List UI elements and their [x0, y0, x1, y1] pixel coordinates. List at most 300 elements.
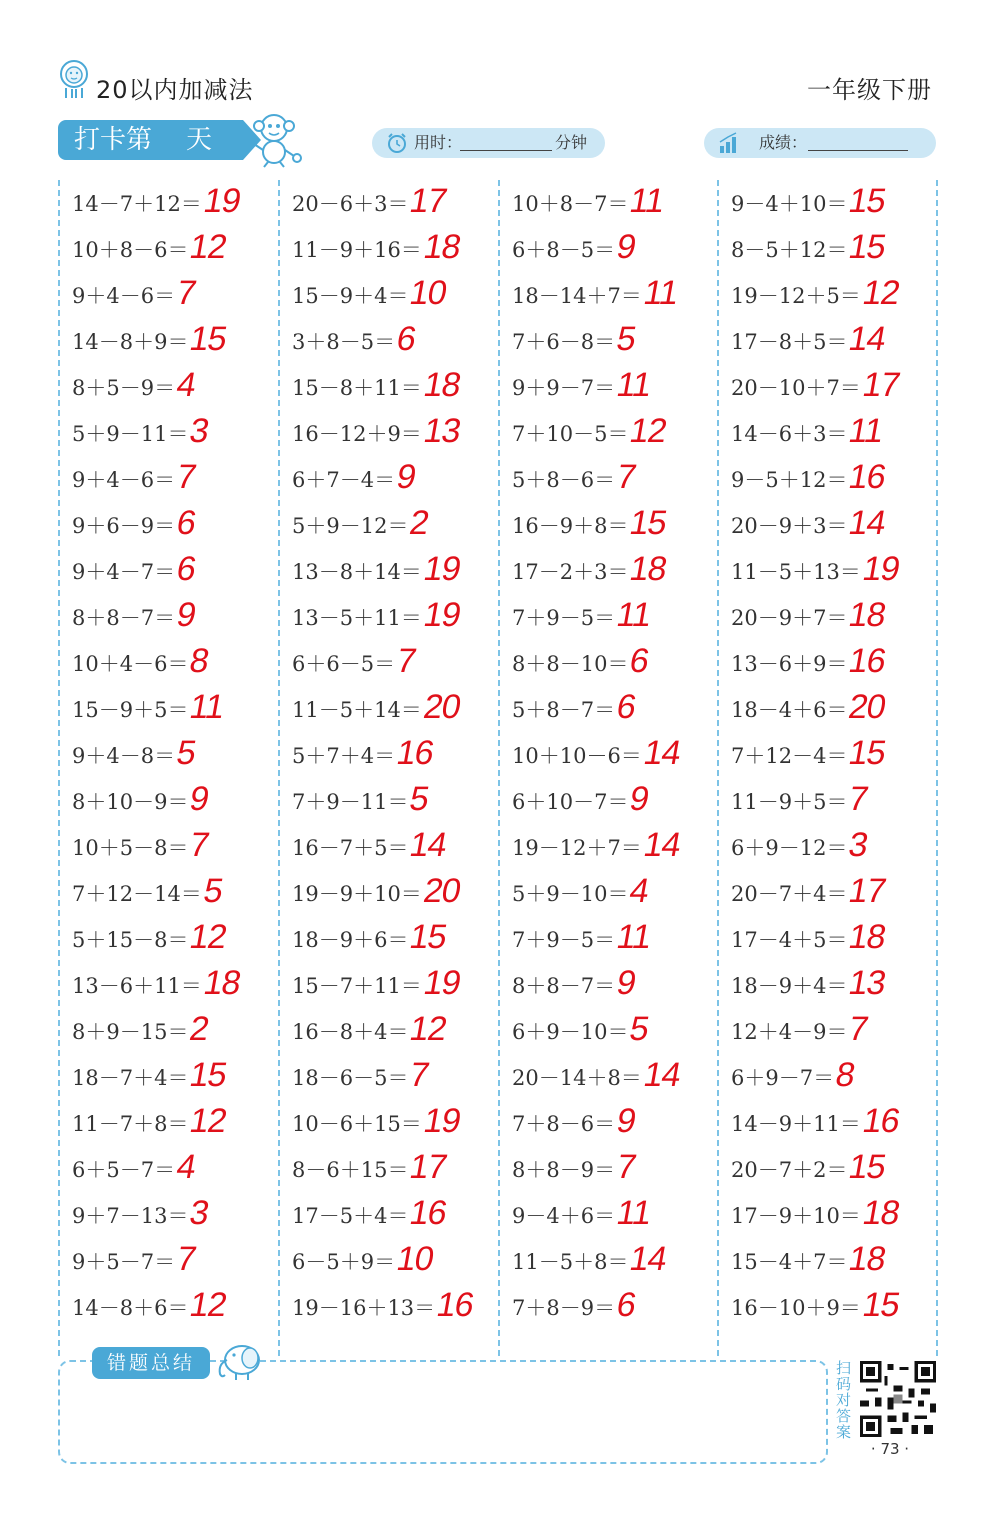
handwritten-answer[interactable]: 3 — [845, 826, 871, 864]
equation: 14－7＋12＝ — [72, 192, 202, 216]
handwritten-answer[interactable]: 7 — [845, 780, 871, 818]
equation: 13－8＋14＝ — [292, 560, 422, 584]
equation: 18－4＋6＝ — [731, 698, 848, 722]
exercise-item — [278, 1104, 498, 1150]
handwritten-answer[interactable]: 15 — [845, 734, 889, 772]
handwritten-answer[interactable]: 9 — [173, 596, 199, 634]
exercise-item — [498, 230, 718, 276]
exercise-item — [278, 276, 498, 322]
equation: 16－9＋8＝ — [512, 514, 629, 538]
exercise-item — [498, 184, 718, 230]
exercise-item — [498, 506, 718, 552]
handwritten-answer[interactable]: 11 — [626, 182, 667, 220]
exercise-grid — [58, 180, 938, 1356]
exercise-item — [498, 644, 718, 690]
equation: 7＋6－8＝ — [512, 330, 616, 354]
handwritten-answer[interactable]: 4 — [173, 366, 199, 404]
mistake-summary-label: 错题总结 — [92, 1347, 210, 1379]
equation: 9＋9－7＝ — [512, 376, 616, 400]
handwritten-answer[interactable]: 2 — [406, 504, 432, 542]
equation: 16－8＋4＝ — [292, 1020, 409, 1044]
handwritten-answer[interactable]: 18 — [845, 596, 889, 634]
exercise-item — [717, 460, 937, 506]
handwritten-answer[interactable]: 15 — [626, 504, 670, 542]
equation: 7＋12－4＝ — [731, 744, 848, 768]
scan-answer-text: 扫码对答案 — [836, 1359, 852, 1441]
handwritten-answer[interactable]: 9 — [186, 780, 212, 818]
monkey-icon — [248, 112, 302, 168]
exercise-item — [278, 322, 498, 368]
equation: 11－7＋8＝ — [72, 1112, 189, 1136]
exercise-column-3 — [498, 184, 718, 1334]
equation: 8＋8－9＝ — [512, 1158, 616, 1182]
exercise-item — [278, 1242, 498, 1288]
handwritten-answer[interactable]: 12 — [186, 918, 230, 956]
bar-chart-icon — [718, 132, 740, 154]
equation: 9－5＋12＝ — [731, 468, 848, 492]
equation: 19－16＋13＝ — [292, 1296, 436, 1320]
grade-label: 一年级下册 — [807, 76, 932, 104]
exercise-item — [58, 1104, 278, 1150]
handwritten-answer[interactable]: 19 — [420, 1102, 464, 1140]
handwritten-answer[interactable]: 15 — [186, 1056, 230, 1094]
handwritten-answer[interactable]: 14 — [626, 1240, 670, 1278]
equation: 8＋9－15＝ — [72, 1020, 189, 1044]
exercise-item — [717, 736, 937, 782]
exercise-item — [717, 184, 937, 230]
handwritten-answer[interactable]: 9 — [613, 1102, 639, 1140]
exercise-item — [717, 1288, 937, 1334]
exercise-item — [717, 644, 937, 690]
equation: 16－7＋5＝ — [292, 836, 409, 860]
time-label: 用时： — [414, 133, 463, 152]
handwritten-answer[interactable]: 16 — [845, 458, 889, 496]
equation: 6＋9－12＝ — [731, 836, 848, 860]
handwritten-answer[interactable]: 9 — [393, 458, 419, 496]
checkin-suffix: 天 — [186, 125, 213, 155]
equation: 3＋8－5＝ — [292, 330, 396, 354]
handwritten-answer[interactable]: 11 — [845, 412, 886, 450]
alarm-clock-icon — [386, 132, 408, 154]
exercise-item — [498, 828, 718, 874]
equation: 8＋5－9＝ — [72, 376, 176, 400]
exercise-item — [278, 460, 498, 506]
exercise-item — [278, 690, 498, 736]
exercise-item — [717, 1242, 937, 1288]
handwritten-answer[interactable]: 7 — [173, 274, 199, 312]
handwritten-answer[interactable]: 6 — [626, 642, 652, 680]
exercise-item — [58, 690, 278, 736]
handwritten-answer[interactable]: 14 — [640, 734, 684, 772]
equation: 9＋6－9＝ — [72, 514, 176, 538]
handwritten-answer[interactable]: 9 — [626, 780, 652, 818]
equation: 10＋8－7＝ — [512, 192, 629, 216]
exercise-item — [58, 1196, 278, 1242]
exercise-item — [278, 1058, 498, 1104]
exercise-item — [278, 552, 498, 598]
equation: 15－8＋11＝ — [292, 376, 422, 400]
exercise-item — [58, 598, 278, 644]
equation: 16－12＋9＝ — [292, 422, 422, 446]
exercise-item — [58, 644, 278, 690]
exercise-item — [278, 1196, 498, 1242]
equation: 11－9＋16＝ — [292, 238, 422, 262]
time-unit: 分钟 — [555, 133, 588, 152]
exercise-item — [278, 1012, 498, 1058]
handwritten-answer[interactable]: 18 — [420, 366, 464, 404]
handwritten-answer[interactable]: 15 — [859, 1286, 903, 1324]
handwritten-answer[interactable]: 15 — [845, 1148, 889, 1186]
equation: 7＋8－9＝ — [512, 1296, 616, 1320]
exercise-item — [58, 506, 278, 552]
exercise-item — [58, 736, 278, 782]
exercise-column-1 — [58, 184, 278, 1334]
exercise-item — [278, 874, 498, 920]
exercise-item — [717, 414, 937, 460]
handwritten-answer[interactable]: 17 — [859, 366, 903, 404]
exercise-item — [717, 1104, 937, 1150]
exercise-item — [498, 460, 718, 506]
handwritten-answer[interactable]: 13 — [845, 964, 889, 1002]
equation: 20－7＋4＝ — [731, 882, 848, 906]
exercise-item — [498, 414, 718, 460]
handwritten-answer[interactable]: 15 — [406, 918, 450, 956]
exercise-item — [498, 874, 718, 920]
handwritten-answer[interactable]: 3 — [186, 1194, 212, 1232]
equation: 8＋10－9＝ — [72, 790, 189, 814]
exercise-item — [58, 966, 278, 1012]
handwritten-answer[interactable]: 20 — [420, 688, 464, 726]
equation: 5＋7＋4＝ — [292, 744, 396, 768]
exercise-item — [58, 782, 278, 828]
handwritten-answer[interactable]: 3 — [186, 412, 212, 450]
handwritten-answer[interactable]: 14 — [406, 826, 450, 864]
handwritten-answer[interactable]: 12 — [186, 1102, 230, 1140]
handwritten-answer[interactable]: 11 — [613, 366, 654, 404]
exercise-item — [278, 1288, 498, 1334]
handwritten-answer[interactable]: 12 — [186, 1286, 230, 1324]
exercise-item — [278, 782, 498, 828]
exercise-column-4 — [717, 184, 937, 1334]
handwritten-answer[interactable]: 5 — [626, 1010, 652, 1048]
handwritten-answer[interactable]: 14 — [845, 504, 889, 542]
equation: 19－9＋10＝ — [292, 882, 422, 906]
equation: 9＋7－13＝ — [72, 1204, 189, 1228]
handwritten-answer[interactable]: 6 — [393, 320, 419, 358]
handwritten-answer[interactable]: 7 — [613, 458, 639, 496]
equation: 20－9＋3＝ — [731, 514, 848, 538]
equation: 8＋8－7＝ — [72, 606, 176, 630]
handwritten-answer[interactable]: 18 — [420, 228, 464, 266]
exercise-item — [58, 230, 278, 276]
equation: 11－5＋13＝ — [731, 560, 861, 584]
exercise-item — [58, 460, 278, 506]
handwritten-answer[interactable]: 12 — [406, 1010, 450, 1048]
exercise-item — [58, 552, 278, 598]
equation: 7＋10－5＝ — [512, 422, 629, 446]
exercise-item — [278, 184, 498, 230]
equation: 5＋8－7＝ — [512, 698, 616, 722]
equation: 17－4＋5＝ — [731, 928, 848, 952]
exercise-item — [58, 184, 278, 230]
equation: 17－8＋5＝ — [731, 330, 848, 354]
handwritten-answer[interactable]: 16 — [845, 642, 889, 680]
handwritten-answer[interactable]: 17 — [406, 182, 450, 220]
exercise-item — [58, 1150, 278, 1196]
score-field — [704, 128, 936, 158]
handwritten-answer[interactable]: 11 — [613, 596, 654, 634]
equation: 7＋9－5＝ — [512, 928, 616, 952]
handwritten-answer[interactable]: 5 — [200, 872, 226, 910]
exercise-item — [278, 230, 498, 276]
equation: 14－6＋3＝ — [731, 422, 848, 446]
time-blank[interactable] — [460, 150, 552, 151]
exercise-item — [717, 230, 937, 276]
handwritten-answer[interactable]: 11 — [186, 688, 227, 726]
equation: 18－7＋4＝ — [72, 1066, 189, 1090]
equation: 6＋9－7＝ — [731, 1066, 835, 1090]
handwritten-answer[interactable]: 12 — [626, 412, 670, 450]
equation: 12＋4－9＝ — [731, 1020, 848, 1044]
equation: 17－2＋3＝ — [512, 560, 629, 584]
exercise-item — [498, 1288, 718, 1334]
equation: 15－9＋5＝ — [72, 698, 189, 722]
equation: 7＋8－6＝ — [512, 1112, 616, 1136]
equation: 8－6＋15＝ — [292, 1158, 409, 1182]
book-title: 20以内加减法 — [96, 76, 254, 104]
equation: 6＋6－5＝ — [292, 652, 396, 676]
exercise-item — [58, 874, 278, 920]
exercise-item — [498, 1104, 718, 1150]
equation: 18－6－5＝ — [292, 1066, 409, 1090]
score-label: 成绩： — [759, 133, 808, 152]
handwritten-answer[interactable]: 18 — [845, 1240, 889, 1278]
exercise-item — [498, 1150, 718, 1196]
equation: 13－5＋11＝ — [292, 606, 422, 630]
exercise-item — [717, 782, 937, 828]
handwritten-answer[interactable]: 19 — [420, 596, 464, 634]
score-blank[interactable] — [808, 150, 908, 151]
equation: 11－9＋5＝ — [731, 790, 848, 814]
equation: 14－8＋9＝ — [72, 330, 189, 354]
handwritten-answer[interactable]: 7 — [173, 1240, 199, 1278]
exercise-item — [498, 690, 718, 736]
handwritten-answer[interactable]: 11 — [613, 918, 654, 956]
equation: 17－5＋4＝ — [292, 1204, 409, 1228]
handwritten-answer[interactable]: 20 — [420, 872, 464, 910]
equation: 6－5＋9＝ — [292, 1250, 396, 1274]
equation: 8－5＋12＝ — [731, 238, 848, 262]
exercise-item — [278, 1150, 498, 1196]
equation: 13－6＋9＝ — [731, 652, 848, 676]
handwritten-answer[interactable]: 9 — [613, 964, 639, 1002]
handwritten-answer[interactable]: 19 — [420, 550, 464, 588]
equation: 5＋9－11＝ — [72, 422, 189, 446]
exercise-item — [498, 966, 718, 1012]
handwritten-answer[interactable]: 7 — [845, 1010, 871, 1048]
handwritten-answer[interactable]: 6 — [173, 504, 199, 542]
equation: 20－6＋3＝ — [292, 192, 409, 216]
handwritten-answer[interactable]: 5 — [613, 320, 639, 358]
handwritten-answer[interactable]: 12 — [859, 274, 903, 312]
handwritten-answer[interactable]: 7 — [186, 826, 212, 864]
handwritten-answer[interactable]: 14 — [845, 320, 889, 358]
handwritten-answer[interactable]: 6 — [613, 688, 639, 726]
equation: 18－9＋4＝ — [731, 974, 848, 998]
handwritten-answer[interactable]: 5 — [406, 780, 432, 818]
exercise-item — [717, 598, 937, 644]
qr-code-icon[interactable] — [860, 1361, 936, 1437]
equation: 14－9＋11＝ — [731, 1112, 861, 1136]
equation: 11－5＋8＝ — [512, 1250, 629, 1274]
exercise-item — [717, 1058, 937, 1104]
equation: 20－14＋8＝ — [512, 1066, 642, 1090]
exercise-item — [498, 782, 718, 828]
exercise-item — [717, 276, 937, 322]
handwritten-answer[interactable]: 8 — [832, 1056, 858, 1094]
handwritten-answer[interactable]: 9 — [613, 228, 639, 266]
handwritten-answer[interactable]: 16 — [406, 1194, 450, 1232]
exercise-item — [278, 920, 498, 966]
equation: 6＋8－5＝ — [512, 238, 616, 262]
handwritten-answer[interactable]: 6 — [173, 550, 199, 588]
equation: 9＋4－6＝ — [72, 468, 176, 492]
handwritten-answer[interactable]: 17 — [406, 1148, 450, 1186]
handwritten-answer[interactable]: 15 — [845, 182, 889, 220]
handwritten-answer[interactable]: 16 — [433, 1286, 477, 1324]
exercise-item — [717, 322, 937, 368]
handwritten-answer[interactable]: 11 — [613, 1194, 654, 1232]
exercise-item — [278, 414, 498, 460]
equation: 6＋9－10＝ — [512, 1020, 629, 1044]
exercise-item — [278, 828, 498, 874]
handwritten-answer[interactable]: 7 — [393, 642, 419, 680]
handwritten-answer[interactable]: 19 — [420, 964, 464, 1002]
handwritten-answer[interactable]: 6 — [613, 1286, 639, 1324]
equation: 6＋7－4＝ — [292, 468, 396, 492]
equation: 15－9＋4＝ — [292, 284, 409, 308]
exercise-item — [278, 736, 498, 782]
handwritten-answer[interactable]: 15 — [186, 320, 230, 358]
equation: 9＋4－7＝ — [72, 560, 176, 584]
exercise-item — [717, 1196, 937, 1242]
exercise-item — [717, 1150, 937, 1196]
handwritten-answer[interactable]: 10 — [406, 274, 450, 312]
exercise-item — [498, 598, 718, 644]
handwritten-answer[interactable]: 11 — [640, 274, 681, 312]
handwritten-answer[interactable]: 18 — [845, 918, 889, 956]
equation: 20－9＋7＝ — [731, 606, 848, 630]
handwritten-answer[interactable]: 12 — [186, 228, 230, 266]
exercise-item — [278, 506, 498, 552]
equation: 5＋15－8＝ — [72, 928, 189, 952]
handwritten-answer[interactable]: 8 — [186, 642, 212, 680]
equation: 6＋10－7＝ — [512, 790, 629, 814]
handwritten-answer[interactable]: 18 — [626, 550, 670, 588]
equation: 16－10＋9＝ — [731, 1296, 861, 1320]
equation: 5＋9－12＝ — [292, 514, 409, 538]
equation: 7＋9－5＝ — [512, 606, 616, 630]
handwritten-answer[interactable]: 14 — [640, 1056, 684, 1094]
equation: 20－7＋2＝ — [731, 1158, 848, 1182]
handwritten-answer[interactable]: 2 — [186, 1010, 212, 1048]
equation: 7＋12－14＝ — [72, 882, 202, 906]
equation: 18－14＋7＝ — [512, 284, 642, 308]
exercise-item — [58, 276, 278, 322]
exercise-item — [58, 1058, 278, 1104]
handwritten-answer[interactable]: 13 — [420, 412, 464, 450]
exercise-item — [58, 920, 278, 966]
exercise-item — [58, 1242, 278, 1288]
equation: 15－4＋7＝ — [731, 1250, 848, 1274]
lion-icon — [58, 58, 90, 100]
handwritten-answer[interactable]: 18 — [200, 964, 244, 1002]
equation: 9＋4－6＝ — [72, 284, 176, 308]
page-number: · 73 · — [870, 1440, 910, 1458]
handwritten-answer[interactable]: 14 — [640, 826, 684, 864]
exercise-item — [498, 1058, 718, 1104]
exercise-item — [498, 1242, 718, 1288]
equation: 10－6＋15＝ — [292, 1112, 422, 1136]
handwritten-answer[interactable]: 5 — [173, 734, 199, 772]
exercise-item — [58, 828, 278, 874]
exercise-item — [278, 644, 498, 690]
equation: 6＋5－7＝ — [72, 1158, 176, 1182]
handwritten-answer[interactable]: 19 — [200, 182, 244, 220]
handwritten-answer[interactable]: 20 — [845, 688, 889, 726]
handwritten-answer[interactable]: 19 — [859, 550, 903, 588]
equation: 8＋8－7＝ — [512, 974, 616, 998]
handwritten-answer[interactable]: 7 — [173, 458, 199, 496]
exercise-item — [498, 552, 718, 598]
handwritten-answer[interactable]: 7 — [406, 1056, 432, 1094]
equation: 18－9＋6＝ — [292, 928, 409, 952]
handwritten-answer[interactable]: 4 — [626, 872, 652, 910]
exercise-column-2 — [278, 184, 498, 1334]
handwritten-answer[interactable]: 15 — [845, 228, 889, 266]
exercise-item — [58, 414, 278, 460]
exercise-item — [58, 1012, 278, 1058]
checkin-banner — [58, 120, 243, 160]
handwritten-answer[interactable]: 16 — [859, 1102, 903, 1140]
handwritten-answer[interactable]: 4 — [173, 1148, 199, 1186]
exercise-item — [498, 368, 718, 414]
exercise-item — [498, 1196, 718, 1242]
time-field — [372, 128, 605, 158]
handwritten-answer[interactable]: 18 — [859, 1194, 903, 1232]
handwritten-answer[interactable]: 17 — [845, 872, 889, 910]
exercise-item — [717, 368, 937, 414]
equation: 19－12＋5＝ — [731, 284, 861, 308]
exercise-item — [58, 322, 278, 368]
exercise-item — [278, 966, 498, 1012]
equation: 13－6＋11＝ — [72, 974, 202, 998]
exercise-item — [278, 368, 498, 414]
exercise-item — [717, 506, 937, 552]
exercise-item — [58, 1288, 278, 1334]
handwritten-answer[interactable]: 16 — [393, 734, 437, 772]
equation: 5＋8－6＝ — [512, 468, 616, 492]
equation: 5＋9－10＝ — [512, 882, 629, 906]
exercise-item — [498, 920, 718, 966]
handwritten-answer[interactable]: 10 — [393, 1240, 437, 1278]
equation: 9－4＋10＝ — [731, 192, 848, 216]
handwritten-answer[interactable]: 7 — [613, 1148, 639, 1186]
exercise-item — [717, 1012, 937, 1058]
equation: 8＋8－10＝ — [512, 652, 629, 676]
elephant-icon — [212, 1340, 268, 1382]
exercise-item — [498, 276, 718, 322]
